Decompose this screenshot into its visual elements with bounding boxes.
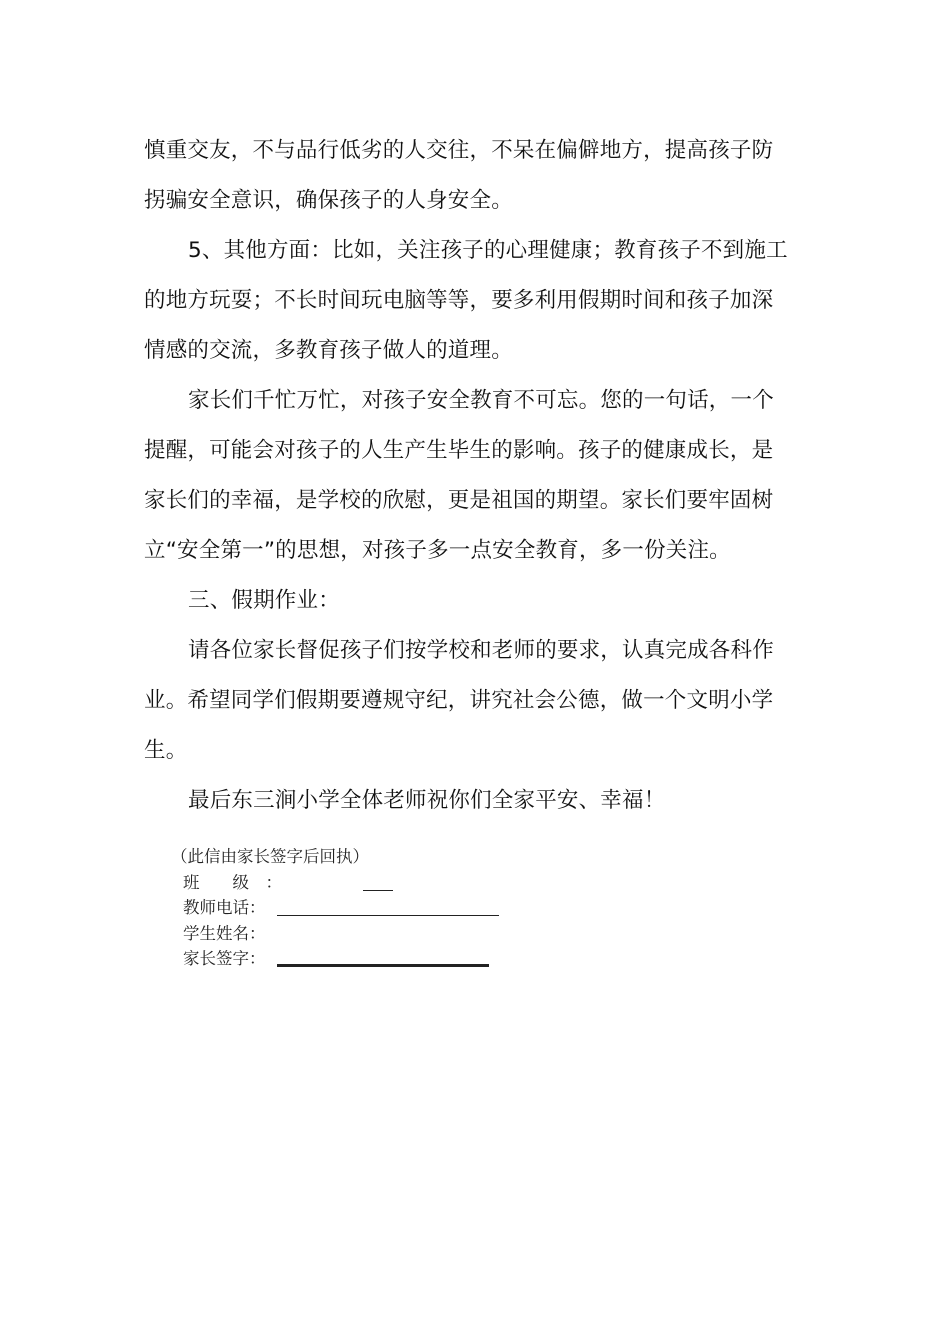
class-row — [171, 870, 369, 896]
teacher-phone-row — [171, 895, 369, 921]
parent-signature-row — [171, 946, 369, 972]
paragraph-line: 情感的交流，多教育孩子做人的道理。 — [144, 338, 513, 363]
form-note: （此信由家长签字后回执） — [171, 847, 369, 866]
paragraph-line: 家长们的幸福，是学校的欣慰，更是祖国的期望。家长们要牢固树 — [144, 488, 774, 513]
paragraph-line: 慎重交友，不与品行低劣的人交往，不呆在偏僻地方，提高孩子防 — [144, 138, 774, 163]
paragraph-line: 拐骗安全意识，确保孩子的人身安全。 — [144, 188, 513, 213]
paragraph-line: 请各位家长督促孩子们按学校和老师的要求，认真完成各科作 — [188, 638, 774, 663]
parent-signature-field[interactable] — [277, 964, 489, 967]
class-label: 班 级 ： — [183, 872, 282, 892]
paragraph-line: 家长们千忙万忙，对孩子安全教育不可忘。您的一句话，一个 — [188, 388, 774, 413]
teacher-phone-label: 教师电话： — [183, 898, 266, 917]
receipt-form — [171, 844, 369, 972]
paragraph-line: 业。希望同学们假期要遵规守纪，讲究社会公德，做一个文明小学 — [144, 688, 774, 713]
class-field[interactable] — [363, 890, 393, 891]
paragraph-line: 5、其他方面：比如，关注孩子的心理健康；教育孩子不到施工 — [188, 238, 788, 263]
paragraph-line: 的地方玩耍；不长时间玩电脑等等，要多利用假期时间和孩子加深 — [144, 288, 774, 313]
teacher-phone-field[interactable] — [277, 915, 499, 916]
paragraph-line: 立“安全第一”的思想，对孩子多一点安全教育，多一份关注。 — [144, 538, 731, 563]
paragraph-line: 生。 — [144, 738, 188, 763]
parent-signature-label: 家长签字： — [183, 949, 266, 968]
student-name-row — [171, 921, 369, 947]
closing-line: 最后东三涧小学全体老师祝你们全家平安、幸福！ — [188, 788, 666, 813]
student-name-label: 学生姓名： — [183, 923, 266, 943]
section-heading: 三、假期作业： — [188, 588, 340, 613]
paragraph-line: 提醒，可能会对孩子的人生产生毕生的影响。孩子的健康成长，是 — [144, 438, 774, 463]
